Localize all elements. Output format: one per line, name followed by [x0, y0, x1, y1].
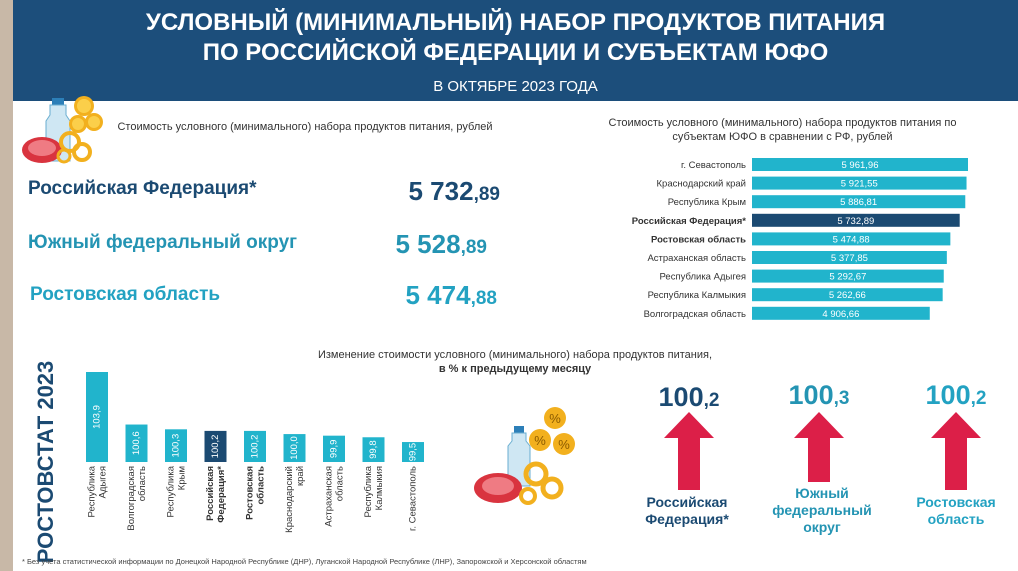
- vbar-value-label: 100,3: [170, 433, 182, 458]
- hbar-value-label: 5 921,55: [840, 178, 878, 190]
- svg-text:%: %: [558, 437, 570, 452]
- indicator-rostov-value: [886, 380, 1018, 411]
- summary-value-rostov-dec: ,88: [470, 288, 497, 309]
- indicator-rostov-label-line2: область: [927, 511, 985, 527]
- vbar-category-label: край: [295, 466, 306, 487]
- hbar-category-label: Волгоградская область: [643, 308, 746, 320]
- indicator-ufo-int: 100: [788, 380, 834, 410]
- indicator-rf-dec: ,2: [703, 390, 720, 411]
- vbar-category-label: Адыгея: [97, 466, 109, 499]
- vbar-category-label: Крым: [176, 466, 188, 491]
- hbar-category-label: Республика Адыгея: [659, 271, 746, 283]
- vbar-category-label: область: [334, 466, 346, 502]
- change-caption-line2: в % к предыдущему месяцу: [438, 363, 592, 375]
- hbar-category-label: Российская Федерация*: [631, 215, 746, 227]
- indicator-rostov-int: 100: [925, 380, 971, 410]
- indicator-ufo-label-line1: Южный: [795, 485, 849, 501]
- vbar-value-label: 99,9: [328, 439, 340, 459]
- vbar-value-label: 100,2: [210, 434, 221, 459]
- vbar-category-label: область: [255, 466, 267, 505]
- svg-text:%: %: [549, 411, 561, 426]
- vbar-category-label: Республика: [165, 466, 177, 518]
- hbar-value-label: 5 292,67: [829, 271, 867, 283]
- summary-label-rostov: Ростовская область: [30, 284, 221, 305]
- indicator-rostov-label: [881, 494, 1018, 528]
- vbar-category-label: Краснодарский: [284, 466, 295, 533]
- vbar-category-label: Федерация*: [216, 466, 227, 523]
- indicator-rf-value: [619, 382, 759, 413]
- brand-vertical: РОСТОВСТАТ 2023: [33, 360, 58, 564]
- hbar-category-label: Астраханская область: [647, 253, 746, 264]
- summary-caption: Стоимость условного (минимального) набора продуктов питания, рублей: [117, 121, 493, 133]
- arrow-up-icon: [664, 412, 714, 490]
- hbar-category-label: Республика Крым: [667, 197, 746, 209]
- vbar-category-label: г. Севастополь: [407, 466, 419, 531]
- vbar-category-label: область: [137, 466, 148, 502]
- vbar-category-label: Астраханская: [323, 466, 335, 527]
- vbar-category-label: Калмыкия: [374, 466, 385, 511]
- hbar-value-label: 5 262,66: [828, 290, 866, 302]
- grocery-percent-illustration-icon: [470, 404, 590, 509]
- svg-text:%: %: [534, 433, 546, 448]
- hbar-value-label: 5 886,81: [840, 197, 878, 209]
- arrow-up-icon: [931, 412, 981, 490]
- hbar-category-label: Краснодарский край: [656, 178, 746, 190]
- vbar-value-label: 100,0: [289, 436, 300, 460]
- indicator-ufo-label-line3: округ: [803, 519, 841, 535]
- vbar-category-label: Ростовская: [244, 466, 256, 520]
- indicator-rf-label-line1: Российская: [646, 494, 728, 510]
- summary-value-ufo-int: 5 528: [395, 229, 461, 259]
- vbar-value-label: 100,2: [249, 434, 261, 459]
- vbar-category-label: Волгоградская: [126, 466, 137, 531]
- hbar-value-label: 5 474,88: [832, 234, 870, 246]
- vbar-value-label: 99,5: [407, 442, 419, 462]
- hbar-category-label: Республика Калмыкия: [647, 290, 746, 302]
- footnote: * Без учета статистической информации по Донецкой Народной Республике (ДНР), Луганской Народной Республике (ЛНР), Запорожской и Херсонской областям: [22, 557, 587, 566]
- summary-label-rf: Российская Федерация*: [28, 178, 257, 199]
- indicator-rostov-dec: ,2: [970, 388, 987, 409]
- hbar-value-label: 4 906,66: [822, 308, 860, 320]
- indicator-ufo-label: [747, 485, 897, 536]
- change-caption-line1: Изменение стоимости условного (минимального) набора продуктов питания,: [317, 349, 713, 361]
- hbar-category-label: Ростовская область: [650, 234, 746, 246]
- hbar-value-label: 5 732,89: [837, 215, 875, 227]
- indicator-rostov-label-line1: Ростовская: [916, 494, 996, 510]
- page-title-line2: ПО РОССИЙСКОЙ ФЕДЕРАЦИИ И СУБЪЕКТАМ ЮФО: [202, 39, 829, 66]
- hbar-value-label: 5 961,96: [841, 160, 879, 171]
- indicator-rf-label-line2: Федерация*: [645, 511, 729, 527]
- arrow-up-icon: [794, 412, 844, 482]
- indicator-rf-int: 100: [658, 382, 704, 412]
- page-title-line1: УСЛОВНЫЙ (МИНИМАЛЬНЫЙ) НАБОР ПРОДУКТОВ ПИТАНИЯ: [145, 9, 886, 36]
- indicator-ufo-dec: ,3: [833, 388, 850, 409]
- vbar-category-label: Республика: [363, 466, 374, 518]
- vbar-value-label: 103,9: [91, 405, 103, 429]
- vbar-value-label: 99,8: [368, 440, 379, 459]
- page-subtitle: В ОКТЯБРЕ 2023 ГОДА: [433, 78, 598, 95]
- summary-label-ufo: Южный федеральный округ: [28, 232, 298, 253]
- hbar-value-label: 5 377,85: [830, 253, 868, 264]
- summary-value-rf-dec: ,89: [473, 184, 500, 205]
- hbar-category-label: г. Севастополь: [681, 160, 746, 171]
- hbar-chart-title: Стоимость условного (минимального) набора продуктов питания по субъектам ЮФО в сравнении с РФ, рублей: [608, 117, 957, 143]
- summary-value-rostov-int: 5 474: [405, 280, 471, 310]
- summary-value-ufo-dec: ,89: [460, 237, 487, 258]
- indicator-ufo-label-line2: федеральный: [772, 502, 872, 518]
- indicator-rf-label: [612, 494, 762, 528]
- vbar-category-label: Российская: [205, 466, 216, 521]
- indicator-ufo-value: [749, 380, 889, 411]
- vbar-category-label: Республика: [86, 466, 98, 518]
- summary-value-rf-int: 5 732: [408, 176, 474, 206]
- vbar-value-label: 100,6: [131, 431, 142, 456]
